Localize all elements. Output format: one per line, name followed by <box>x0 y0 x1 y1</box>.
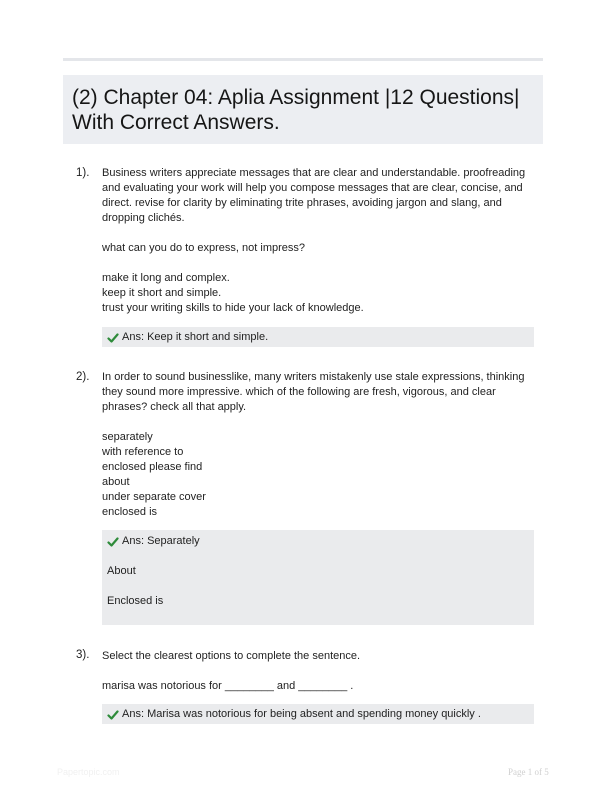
question-number: 1). <box>76 167 90 179</box>
checkmark-icon <box>107 709 119 721</box>
answer-text: Ans: Separately <box>122 535 200 547</box>
question-prompt: marisa was notorious for ________ and ________ . <box>102 680 354 692</box>
checkmark-icon <box>107 332 119 344</box>
question-body <box>102 166 538 316</box>
top-divider <box>63 58 543 61</box>
question-number: 3). <box>76 649 90 661</box>
option: enclosed is <box>102 506 158 518</box>
page-title: (2) Chapter 04: Aplia Assignment |12 Questions| With Correct Answers. <box>72 86 520 134</box>
option: with reference to <box>102 446 184 458</box>
question-body <box>102 370 538 520</box>
question-body <box>102 649 538 694</box>
answer-box-1 <box>102 327 534 347</box>
footer-page-number: Page 1 of 5 <box>508 767 549 777</box>
footer-site: Papertopic.com <box>57 767 120 777</box>
option: separately <box>102 431 153 443</box>
answer-text: Ans: Marisa was notorious for being absent and spending money quickly . <box>122 708 481 720</box>
option: about <box>102 476 130 488</box>
answer-box-3 <box>102 704 534 724</box>
answer-extra: About <box>107 565 136 577</box>
option: keep it short and simple. <box>102 287 222 299</box>
answer-extra: Enclosed is <box>107 595 164 607</box>
question-text: In order to sound businesslike, many writers mistakenly use stale expressions, thinking they sound more impressive. which of the following are fresh, vigorous, and clear phrases? check all that apply. <box>102 371 525 413</box>
question-text: Business writers appreciate messages that are clear and understandable. proofreading and evaluating your work will help you compose messages that are clear, concise, and direct. revise for clarity by eliminating trite phrases, avoiding jargon and slang, and dropping clichés. <box>102 167 526 224</box>
option: under separate cover <box>102 491 206 503</box>
option: make it long and complex. <box>102 272 230 284</box>
option: enclosed please find <box>102 461 203 473</box>
checkmark-icon <box>107 536 119 548</box>
title-box <box>63 75 543 144</box>
option: trust your writing skills to hide your lack of knowledge. <box>102 302 364 314</box>
question-text: Select the clearest options to complete the sentence. <box>102 650 361 662</box>
answer-text: Ans: Keep it short and simple. <box>122 331 269 343</box>
question-number: 2). <box>76 371 90 383</box>
answer-box-2 <box>102 530 534 625</box>
question-prompt: what can you do to express, not impress? <box>102 242 305 254</box>
